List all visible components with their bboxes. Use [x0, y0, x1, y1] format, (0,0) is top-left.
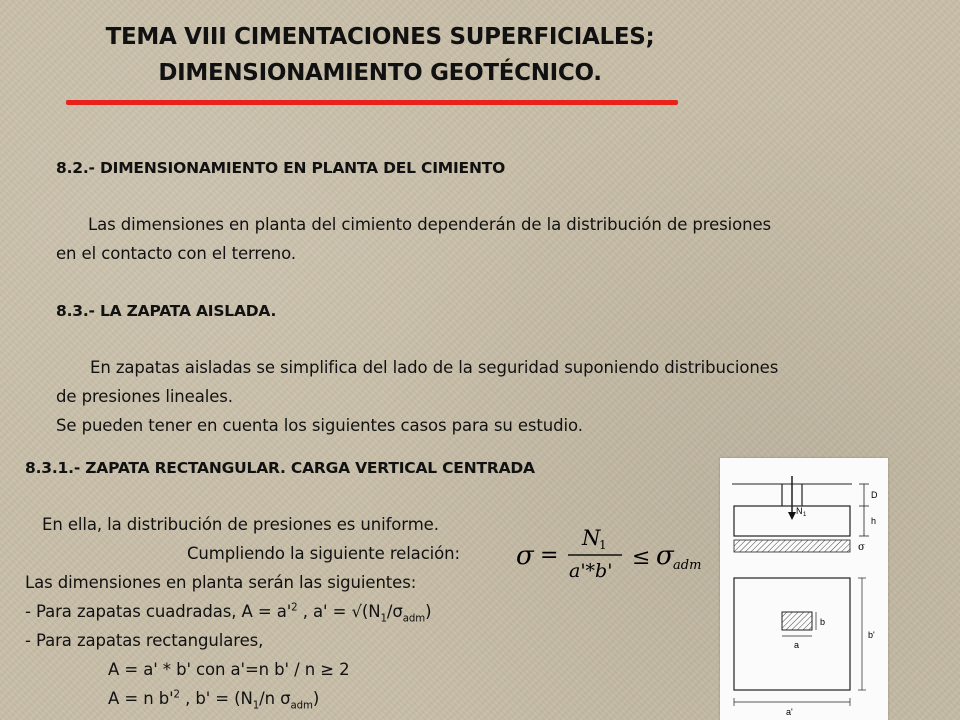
section-8-3-para-line1: En zapatas aisladas se simplifica del lado de la seguridad suponiendo distribuciones — [90, 358, 779, 377]
section-8-3-heading: 8.3.- LA ZAPATA AISLADA. — [56, 302, 277, 320]
rect-eq2-end: ) — [312, 689, 320, 708]
square-footing-line — [25, 602, 431, 624]
label-sigma: σ — [858, 542, 865, 553]
formula-numerator: N — [582, 526, 601, 550]
label-a: a — [794, 640, 800, 650]
square-footing-exponent: 2 — [291, 602, 298, 614]
section-8-2-para-line1: Las dimensiones en planta del cimiento dependerán de la distribución de presiones — [88, 215, 772, 234]
label-d: D — [871, 490, 878, 500]
rectangular-footing-eq2 — [108, 689, 319, 711]
square-footing-prefix: - Para zapatas cuadradas, A = a' — [25, 602, 292, 621]
column-plan — [782, 612, 812, 630]
rectangular-footing-line: - Para zapatas rectangulares, — [25, 631, 264, 650]
rect-eq2-sigma: /n σ — [259, 689, 291, 708]
square-footing-end: ) — [425, 602, 432, 621]
square-footing-mid: , a' = √(N — [297, 602, 381, 621]
section-8-2-heading: 8.2.- DIMENSIONAMIENTO EN PLANTA DEL CIMIENTO — [56, 159, 506, 177]
section-8-3-1-heading: 8.3.1.- ZAPATA RECTANGULAR. CARGA VERTICAL CENTRADA — [25, 459, 535, 477]
formula-rhs-sigma: σ — [656, 541, 674, 571]
formula-denominator: a'*b' — [569, 560, 613, 580]
page-title-line1: TEMA VIII CIMENTACIONES SUPERFICIALES; — [105, 24, 655, 50]
rect-eq2-sub2: adm — [290, 700, 313, 712]
load-label-sub: 1 — [803, 512, 807, 518]
square-footing-sub2: adm — [402, 613, 426, 625]
square-footing-sub1: 1 — [380, 613, 387, 625]
section-8-3-1-line3: Las dimensiones en planta serán las siguientes: — [25, 573, 417, 592]
rect-eq2-prefix: A = n b' — [108, 689, 174, 708]
label-a-prime: a' — [786, 707, 793, 717]
label-h: h — [871, 516, 877, 526]
section-8-3-1-line2: Cumpliendo la siguiente relación: — [187, 544, 460, 563]
footing-diagram — [720, 458, 888, 720]
load-arrow-head — [788, 512, 796, 520]
section-8-3-1-line1: En ella, la distribución de presiones es uniforme. — [42, 515, 439, 534]
footing-plan — [734, 578, 850, 690]
rect-eq2-mid: , b' = (N — [179, 689, 253, 708]
label-b-prime: b' — [868, 630, 875, 640]
formula-leq: ≤ — [632, 545, 651, 570]
formula-equals: = — [540, 543, 559, 568]
rect-eq2-exponent: 2 — [173, 689, 180, 701]
section-8-3-para-line2: de presiones lineales. — [56, 387, 233, 406]
pressure-distribution — [734, 540, 850, 552]
rect-eq2-sub1: 1 — [252, 700, 260, 712]
page-title-line2: DIMENSIONAMIENTO GEOTÉCNICO. — [158, 60, 602, 86]
section-8-2-para-line2: en el contacto con el terreno. — [56, 244, 296, 263]
title-underline — [66, 100, 678, 105]
formula-rhs-sub: adm — [673, 558, 702, 573]
formula-sigma: σ — [516, 541, 534, 571]
formula-numerator-sub: 1 — [599, 538, 607, 552]
label-b: b — [820, 617, 826, 627]
bearing-pressure-formula — [514, 524, 709, 580]
square-footing-sigma: /σ — [386, 602, 403, 621]
section-8-3-para-line3: Se pueden tener en cuenta los siguientes casos para su estudio. — [56, 416, 583, 435]
load-label: N — [796, 506, 803, 516]
rectangular-footing-eq1: A = a' * b' con a'=n b' / n ≥ 2 — [108, 660, 350, 679]
